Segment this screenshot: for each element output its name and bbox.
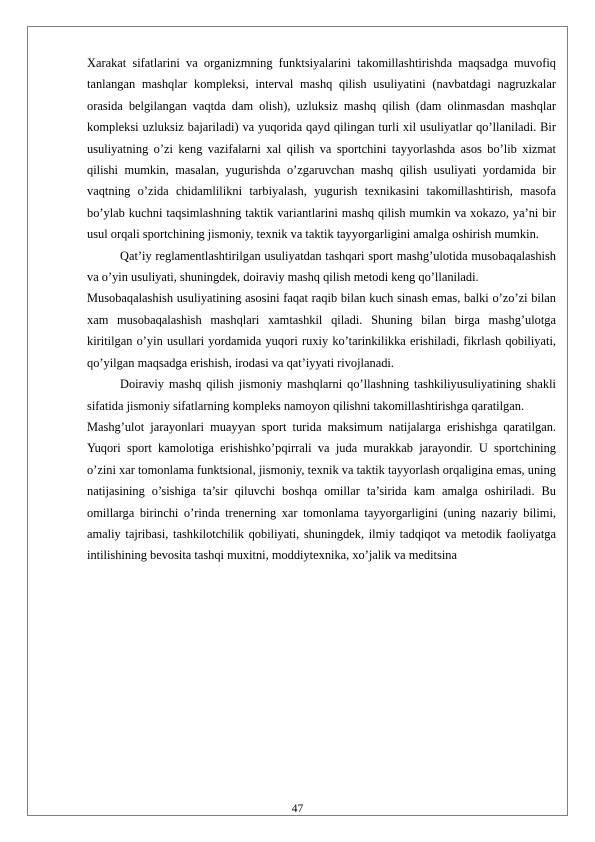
paragraph-3: Musobaqalashish usuliyatining asosini faqat raqib bilan kuch sinash emas, balki o’zo’zi bilan xam musobaqalashish mashqlari xamtashkil qiladi. Shuning bilan birga mashg’ulotga kiritilgan o’yin usullari yordamida yuqori ruxiy ko’tarinkilikka erishiladi, fikrlash qobiliyati, qo’yilgan maqsadga erishish, irodasi va qat’iyyati rivojlanadi. — [87, 291, 556, 370]
paragraph-5: Mashg’ulot jarayonlari muayyan sport turida maksimum natijalarga erishishga qaratilgan. Yuqori sport kamolotiga erishishko’pqirrali va juda murakkab jarayondir. U sportchining o’zini xar tomonlama funktsional, jismoniy, texnik va taktik tayyorlash orqaligina emas, uning natijasining o’sishiga ta’sir qiluvchi boshqa omillar ta’sirida kam amalga oshiriladi. Bu omillarga birinchi o’rinda trenerning xar tomonlama tayyorgarligini (uning nazariy bilimi, amaliy tajribasi, tashkilotchilik qobiliyati, shuningdek, ilmiy tadqiqot va metodik faoliyatga intilishining bevosita tashqi muxitni, moddiytexnika, xo’jalik va meditsina — [87, 419, 556, 563]
paragraph-2: Qat’iy reglamentlashtirilgan usuliyatdan tashqari sport mashg’ulotida musobaqalashish va o’yin usuliyati, shuningdek, doiraviy mashq qilish metodi keng qo’llaniladi. — [87, 248, 556, 285]
paragraph-4: Doiraviy mashq qilish jismoniy mashqlarni qo’llashning tashkiliyusuliyatining shakli sifatida jismoniy sifatlarning kompleks namoyon qilishni takomillashtirishga qaratilgan. — [87, 377, 556, 413]
paragraph-1: Xarakat sifatlarini va organizmning funktsiyalarini takomillashtirishda maqsadga muvofiq tanlangan mashqlar kompleksi, interval mashq qilish usuliyatini (navbatdagi nagruzkalar orasida belgilangan vaqtda dam olish), uzluksiz mashq qilish (dam olinmasdan mashqlar kompleksi uzluksiz bajariladi) va yuqorida qayd qilingan turli xil usuliyatlar qo’llaniladi. Bir usuliyatning o’zi keng vazifalarni xal qilish va sportchini tayyorlashda asos bo’lib xizmat qilishi mumkin, masalan, yugurishda o’zgaruvchan mashq qilish usuliyati yordamida bir vaqtning o’zida chidamlilikni tarbiyalash, yugurish texnikasini takomillashtirish, masofa bo’ylab kuchni taqsimlashning taktik variantlarini mashq qilish mumkin va xokazo, ya’ni bir usul orqali sportchining jismoniy, texnik va taktik tayyorgarligini amalga oshirish mumkin. — [87, 56, 556, 242]
page-number: 47 — [291, 803, 304, 815]
document-body — [87, 53, 556, 567]
